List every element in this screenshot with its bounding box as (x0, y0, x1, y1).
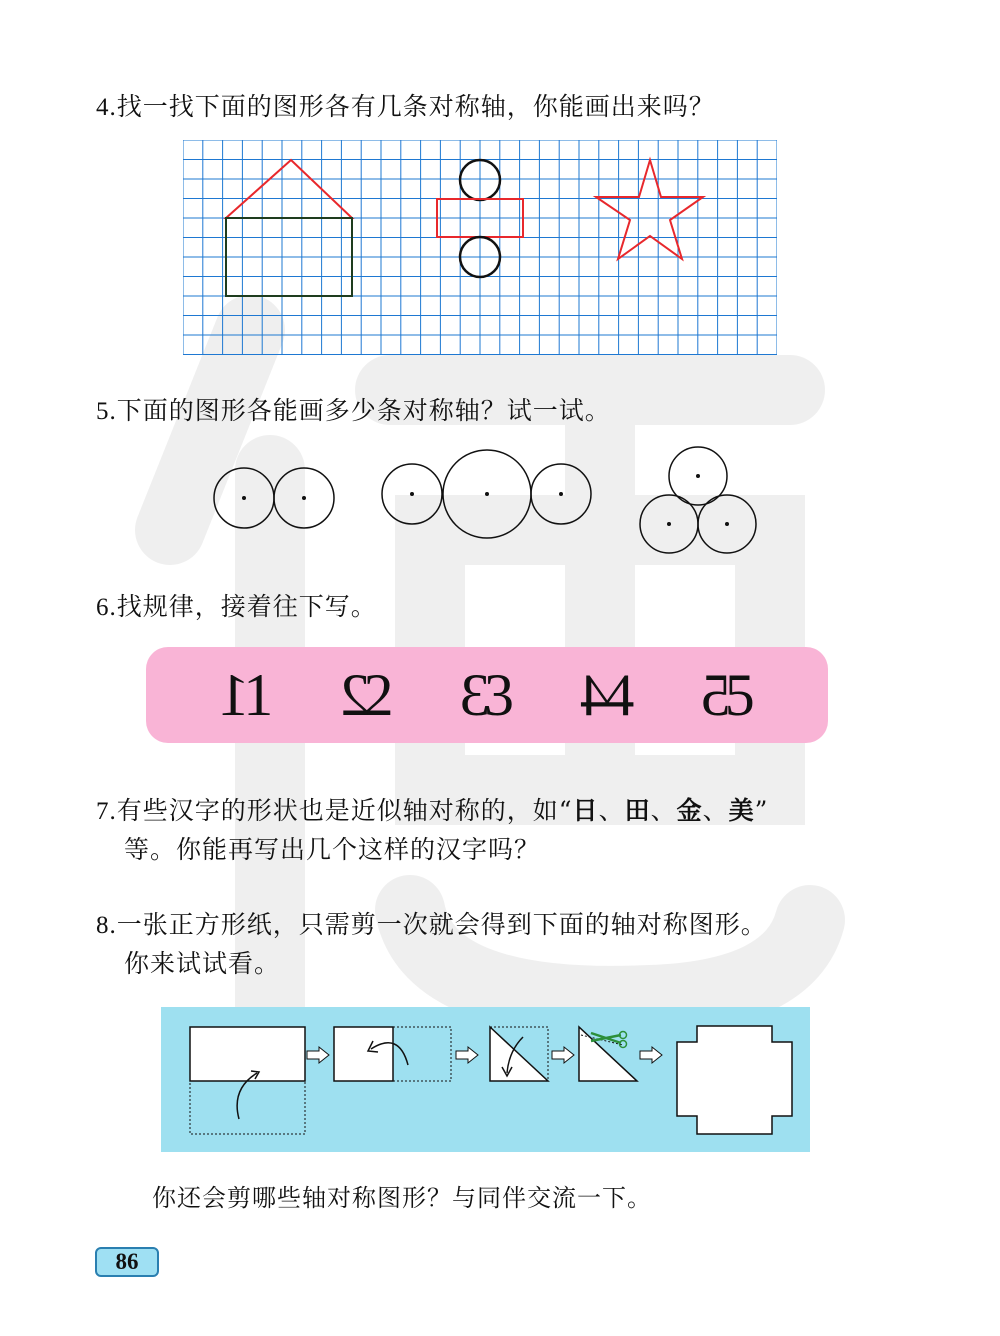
mirrored-number-2: 2 2 (339, 662, 394, 728)
right-arrow-icon (456, 1047, 478, 1063)
step-1-paper (190, 1027, 305, 1134)
question-number: 7. (96, 798, 117, 825)
question-text-line2: 等。你能再写出几个这样的汉字吗？ (124, 835, 541, 864)
triangle-circle-group (640, 447, 756, 553)
right-arrow-icon (640, 1047, 662, 1063)
two-circle-group (214, 468, 334, 528)
question-number: 4. (96, 94, 117, 121)
folding-steps (161, 1007, 810, 1152)
mirrored-number-3: 3 3 (459, 662, 514, 728)
example-char: 美 (728, 796, 755, 825)
question-text-line2: 你来试试看。 (124, 949, 281, 978)
question-7: 7.有些汉字的形状也是近似轴对称的，如“日、田、金、美” 等。你能再写出几个这样的汉字吗？ (96, 792, 768, 869)
question-6 (96, 588, 377, 627)
step-2-paper (334, 1027, 451, 1081)
mirrored-number-5: 5 5 (700, 662, 755, 728)
example-char: 田 (624, 796, 651, 825)
house-roof (226, 160, 352, 218)
grid-lines (183, 140, 777, 355)
question-text: 一张正方形纸，只需剪一次就会得到下面的轴对称图形。 (116, 910, 767, 939)
example-char: 金 (676, 796, 703, 825)
question-5 (96, 392, 611, 431)
step-4-paper (579, 1027, 637, 1081)
question-8 (96, 906, 767, 983)
final-cut-shape (677, 1026, 792, 1134)
folding-diagram-panel (161, 1007, 810, 1152)
question-text: 找规律，接着往下写。 (116, 592, 377, 621)
circle-groups (205, 440, 765, 560)
right-arrow-icon (307, 1047, 329, 1063)
mirrored-number-4: 4 4 (580, 662, 635, 728)
grid-figure (183, 140, 777, 355)
star-shape (596, 160, 703, 259)
question-text: 找一找下面的图形各有几条对称轴，你能画出来吗？ (116, 92, 715, 121)
question-number: 8. (96, 912, 117, 939)
mirror-number-pattern (146, 647, 828, 743)
question-text: 有些汉字的形状也是近似轴对称的，如“ (116, 796, 573, 825)
right-arrow-icon (552, 1047, 574, 1063)
mirrored-number-1: 1 1 (219, 662, 274, 728)
question-number: 5. (96, 398, 117, 425)
example-char: 日 (572, 796, 599, 825)
question-4 (96, 88, 715, 127)
question-number: 6. (96, 594, 117, 621)
page-number: 86 (95, 1247, 159, 1277)
closing-prompt: 你还会剪哪些轴对称图形？与同伴交流一下。 (152, 1184, 652, 1212)
step-3-paper (490, 1027, 548, 1081)
question-text: 下面的图形各能画多少条对称轴？试一试。 (116, 396, 611, 425)
